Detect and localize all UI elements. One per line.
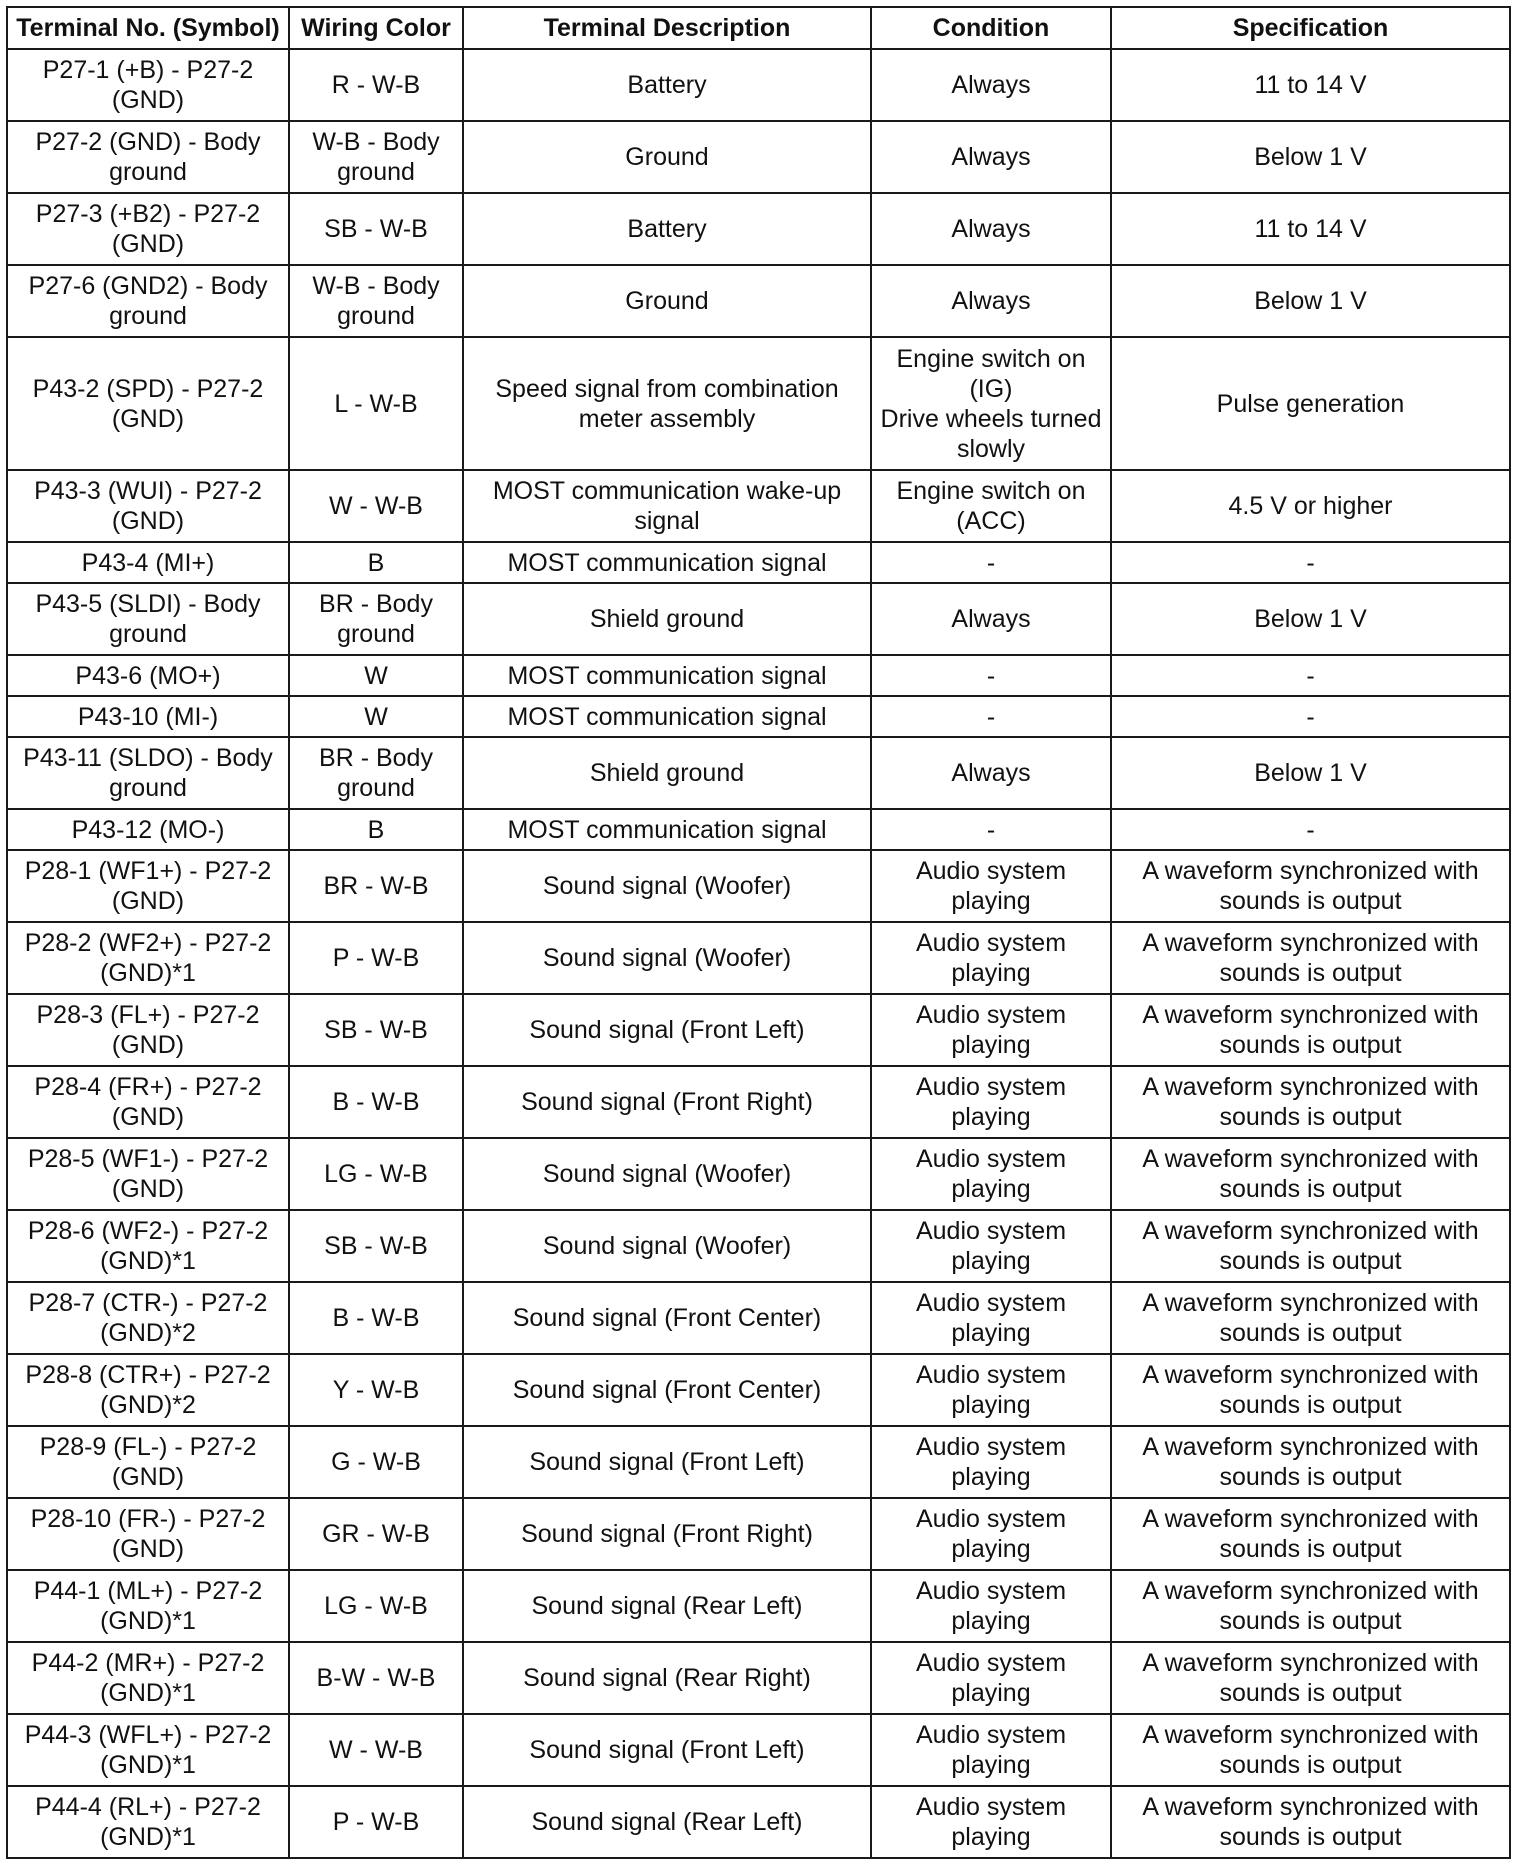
cell-specification: Pulse generation bbox=[1111, 337, 1510, 470]
cell-condition: Engine switch on (IG) Drive wheels turned slowly bbox=[871, 337, 1111, 470]
cell-description: Sound signal (Woofer) bbox=[463, 922, 871, 994]
cell-specification: A waveform synchronized with sounds is output bbox=[1111, 1354, 1510, 1426]
cell-wiring-color: W bbox=[289, 696, 463, 737]
header-terminal-description: Terminal Description bbox=[463, 7, 871, 49]
table-row bbox=[7, 1714, 1510, 1786]
cell-description: Speed signal from combination meter assembly bbox=[463, 337, 871, 470]
cell-wiring-color: B bbox=[289, 542, 463, 583]
cell-terminal: P28-2 (WF2+) - P27-2 (GND)*1 bbox=[7, 922, 289, 994]
cell-wiring-color: BR - W-B bbox=[289, 850, 463, 922]
cell-wiring-color: BR - Body ground bbox=[289, 737, 463, 809]
cell-terminal: P43-5 (SLDI) - Body ground bbox=[7, 583, 289, 655]
cell-condition: - bbox=[871, 696, 1111, 737]
cell-condition: Audio system playing bbox=[871, 1642, 1111, 1714]
cell-terminal: P44-4 (RL+) - P27-2 (GND)*1 bbox=[7, 1786, 289, 1858]
cell-wiring-color: GR - W-B bbox=[289, 1498, 463, 1570]
cell-description: Sound signal (Rear Left) bbox=[463, 1570, 871, 1642]
cell-specification: 4.5 V or higher bbox=[1111, 470, 1510, 542]
document-page bbox=[6, 6, 1511, 1859]
cell-specification: A waveform synchronized with sounds is output bbox=[1111, 1714, 1510, 1786]
cell-wiring-color: L - W-B bbox=[289, 337, 463, 470]
cell-specification: - bbox=[1111, 696, 1510, 737]
cell-wiring-color: W bbox=[289, 655, 463, 696]
cell-condition: Always bbox=[871, 737, 1111, 809]
cell-terminal: P44-1 (ML+) - P27-2 (GND)*1 bbox=[7, 1570, 289, 1642]
cell-terminal: P43-2 (SPD) - P27-2 (GND) bbox=[7, 337, 289, 470]
cell-specification: A waveform synchronized with sounds is output bbox=[1111, 1282, 1510, 1354]
cell-wiring-color: BR - Body ground bbox=[289, 583, 463, 655]
table-row bbox=[7, 193, 1510, 265]
cell-condition: Audio system playing bbox=[871, 1570, 1111, 1642]
cell-specification: A waveform synchronized with sounds is output bbox=[1111, 1642, 1510, 1714]
cell-terminal: P28-10 (FR-) - P27-2 (GND) bbox=[7, 1498, 289, 1570]
table-row bbox=[7, 696, 1510, 737]
cell-specification: Below 1 V bbox=[1111, 121, 1510, 193]
cell-condition: Audio system playing bbox=[871, 1786, 1111, 1858]
cell-specification: A waveform synchronized with sounds is output bbox=[1111, 1426, 1510, 1498]
cell-description: Sound signal (Woofer) bbox=[463, 1210, 871, 1282]
cell-description: Sound signal (Front Left) bbox=[463, 994, 871, 1066]
cell-specification: A waveform synchronized with sounds is output bbox=[1111, 1138, 1510, 1210]
cell-terminal: P43-11 (SLDO) - Body ground bbox=[7, 737, 289, 809]
table-row bbox=[7, 1066, 1510, 1138]
cell-description: Sound signal (Woofer) bbox=[463, 1138, 871, 1210]
cell-wiring-color: B bbox=[289, 809, 463, 850]
cell-description: Ground bbox=[463, 265, 871, 337]
cell-wiring-color: P - W-B bbox=[289, 1786, 463, 1858]
cell-condition: Audio system playing bbox=[871, 922, 1111, 994]
terminal-spec-table bbox=[6, 6, 1511, 1859]
header-wiring-color: Wiring Color bbox=[289, 7, 463, 49]
cell-specification: 11 to 14 V bbox=[1111, 49, 1510, 121]
cell-description: Sound signal (Rear Right) bbox=[463, 1642, 871, 1714]
table-body bbox=[7, 49, 1510, 1858]
table-row bbox=[7, 1642, 1510, 1714]
cell-specification: A waveform synchronized with sounds is output bbox=[1111, 1786, 1510, 1858]
cell-wiring-color: SB - W-B bbox=[289, 193, 463, 265]
cell-wiring-color: SB - W-B bbox=[289, 994, 463, 1066]
cell-wiring-color: W - W-B bbox=[289, 470, 463, 542]
cell-condition: Audio system playing bbox=[871, 1426, 1111, 1498]
cell-description: Shield ground bbox=[463, 583, 871, 655]
cell-condition: Audio system playing bbox=[871, 1498, 1111, 1570]
cell-wiring-color: P - W-B bbox=[289, 922, 463, 994]
cell-terminal: P43-3 (WUI) - P27-2 (GND) bbox=[7, 470, 289, 542]
cell-condition: Audio system playing bbox=[871, 850, 1111, 922]
cell-condition: Engine switch on (ACC) bbox=[871, 470, 1111, 542]
cell-condition: Audio system playing bbox=[871, 1354, 1111, 1426]
cell-terminal: P43-10 (MI-) bbox=[7, 696, 289, 737]
table-row bbox=[7, 1786, 1510, 1858]
cell-wiring-color: B - W-B bbox=[289, 1066, 463, 1138]
cell-specification: Below 1 V bbox=[1111, 583, 1510, 655]
cell-terminal: P27-1 (+B) - P27-2 (GND) bbox=[7, 49, 289, 121]
cell-wiring-color: LG - W-B bbox=[289, 1138, 463, 1210]
cell-terminal: P28-5 (WF1-) - P27-2 (GND) bbox=[7, 1138, 289, 1210]
cell-description: MOST communication wake-up signal bbox=[463, 470, 871, 542]
cell-description: Shield ground bbox=[463, 737, 871, 809]
cell-description: Sound signal (Rear Left) bbox=[463, 1786, 871, 1858]
cell-specification: Below 1 V bbox=[1111, 265, 1510, 337]
header-row bbox=[7, 7, 1510, 49]
table-row bbox=[7, 1498, 1510, 1570]
cell-terminal: P44-2 (MR+) - P27-2 (GND)*1 bbox=[7, 1642, 289, 1714]
cell-wiring-color: R - W-B bbox=[289, 49, 463, 121]
cell-condition: Audio system playing bbox=[871, 1714, 1111, 1786]
cell-specification: - bbox=[1111, 809, 1510, 850]
cell-terminal: P28-4 (FR+) - P27-2 (GND) bbox=[7, 1066, 289, 1138]
cell-specification: A waveform synchronized with sounds is output bbox=[1111, 994, 1510, 1066]
cell-condition: - bbox=[871, 809, 1111, 850]
cell-specification: A waveform synchronized with sounds is output bbox=[1111, 1066, 1510, 1138]
cell-condition: Always bbox=[871, 193, 1111, 265]
cell-condition: Audio system playing bbox=[871, 994, 1111, 1066]
cell-description: Sound signal (Front Left) bbox=[463, 1426, 871, 1498]
cell-terminal: P28-6 (WF2-) - P27-2 (GND)*1 bbox=[7, 1210, 289, 1282]
table-row bbox=[7, 1426, 1510, 1498]
cell-condition: Audio system playing bbox=[871, 1066, 1111, 1138]
cell-terminal: P28-8 (CTR+) - P27-2 (GND)*2 bbox=[7, 1354, 289, 1426]
cell-description: Battery bbox=[463, 49, 871, 121]
cell-condition: Always bbox=[871, 49, 1111, 121]
table-row bbox=[7, 737, 1510, 809]
cell-wiring-color: W-B - Body ground bbox=[289, 121, 463, 193]
cell-wiring-color: Y - W-B bbox=[289, 1354, 463, 1426]
cell-condition: Audio system playing bbox=[871, 1138, 1111, 1210]
cell-condition: Audio system playing bbox=[871, 1210, 1111, 1282]
cell-specification: A waveform synchronized with sounds is output bbox=[1111, 1498, 1510, 1570]
cell-wiring-color: LG - W-B bbox=[289, 1570, 463, 1642]
table-row bbox=[7, 542, 1510, 583]
cell-wiring-color: SB - W-B bbox=[289, 1210, 463, 1282]
cell-specification: A waveform synchronized with sounds is output bbox=[1111, 1210, 1510, 1282]
table-row bbox=[7, 1282, 1510, 1354]
table-row bbox=[7, 121, 1510, 193]
table-row bbox=[7, 1210, 1510, 1282]
cell-wiring-color: G - W-B bbox=[289, 1426, 463, 1498]
table-row bbox=[7, 1138, 1510, 1210]
table-row bbox=[7, 850, 1510, 922]
table-header bbox=[7, 7, 1510, 49]
cell-terminal: P27-2 (GND) - Body ground bbox=[7, 121, 289, 193]
cell-description: Sound signal (Front Center) bbox=[463, 1282, 871, 1354]
cell-terminal: P28-1 (WF1+) - P27-2 (GND) bbox=[7, 850, 289, 922]
table-row bbox=[7, 922, 1510, 994]
cell-description: Sound signal (Woofer) bbox=[463, 850, 871, 922]
cell-terminal: P43-6 (MO+) bbox=[7, 655, 289, 696]
cell-terminal: P27-3 (+B2) - P27-2 (GND) bbox=[7, 193, 289, 265]
cell-condition: Always bbox=[871, 121, 1111, 193]
cell-description: Battery bbox=[463, 193, 871, 265]
cell-terminal: P44-3 (WFL+) - P27-2 (GND)*1 bbox=[7, 1714, 289, 1786]
cell-terminal: P43-4 (MI+) bbox=[7, 542, 289, 583]
cell-terminal: P27-6 (GND2) - Body ground bbox=[7, 265, 289, 337]
cell-condition: Audio system playing bbox=[871, 1282, 1111, 1354]
cell-specification: 11 to 14 V bbox=[1111, 193, 1510, 265]
cell-specification: - bbox=[1111, 542, 1510, 583]
cell-description: MOST communication signal bbox=[463, 809, 871, 850]
cell-wiring-color: B-W - W-B bbox=[289, 1642, 463, 1714]
table-row bbox=[7, 655, 1510, 696]
cell-condition: - bbox=[871, 542, 1111, 583]
cell-specification: A waveform synchronized with sounds is output bbox=[1111, 1570, 1510, 1642]
cell-specification: Below 1 V bbox=[1111, 737, 1510, 809]
table-row bbox=[7, 1570, 1510, 1642]
table-row bbox=[7, 809, 1510, 850]
table-row bbox=[7, 49, 1510, 121]
cell-specification: A waveform synchronized with sounds is output bbox=[1111, 922, 1510, 994]
cell-description: MOST communication signal bbox=[463, 542, 871, 583]
cell-terminal: P43-12 (MO-) bbox=[7, 809, 289, 850]
cell-condition: Always bbox=[871, 265, 1111, 337]
cell-condition: Always bbox=[871, 583, 1111, 655]
cell-wiring-color: B - W-B bbox=[289, 1282, 463, 1354]
cell-terminal: P28-9 (FL-) - P27-2 (GND) bbox=[7, 1426, 289, 1498]
table-row bbox=[7, 470, 1510, 542]
table-row bbox=[7, 1354, 1510, 1426]
cell-condition: - bbox=[871, 655, 1111, 696]
cell-specification: - bbox=[1111, 655, 1510, 696]
header-condition: Condition bbox=[871, 7, 1111, 49]
cell-description: Ground bbox=[463, 121, 871, 193]
table-row bbox=[7, 337, 1510, 470]
cell-terminal: P28-3 (FL+) - P27-2 (GND) bbox=[7, 994, 289, 1066]
cell-description: MOST communication signal bbox=[463, 655, 871, 696]
table-row bbox=[7, 583, 1510, 655]
cell-terminal: P28-7 (CTR-) - P27-2 (GND)*2 bbox=[7, 1282, 289, 1354]
table-row bbox=[7, 994, 1510, 1066]
cell-description: MOST communication signal bbox=[463, 696, 871, 737]
cell-description: Sound signal (Front Right) bbox=[463, 1066, 871, 1138]
table-row bbox=[7, 265, 1510, 337]
cell-description: Sound signal (Front Right) bbox=[463, 1498, 871, 1570]
cell-wiring-color: W-B - Body ground bbox=[289, 265, 463, 337]
cell-description: Sound signal (Front Center) bbox=[463, 1354, 871, 1426]
header-terminal: Terminal No. (Symbol) bbox=[7, 7, 289, 49]
cell-description: Sound signal (Front Left) bbox=[463, 1714, 871, 1786]
header-specification: Specification bbox=[1111, 7, 1510, 49]
cell-wiring-color: W - W-B bbox=[289, 1714, 463, 1786]
cell-specification: A waveform synchronized with sounds is output bbox=[1111, 850, 1510, 922]
